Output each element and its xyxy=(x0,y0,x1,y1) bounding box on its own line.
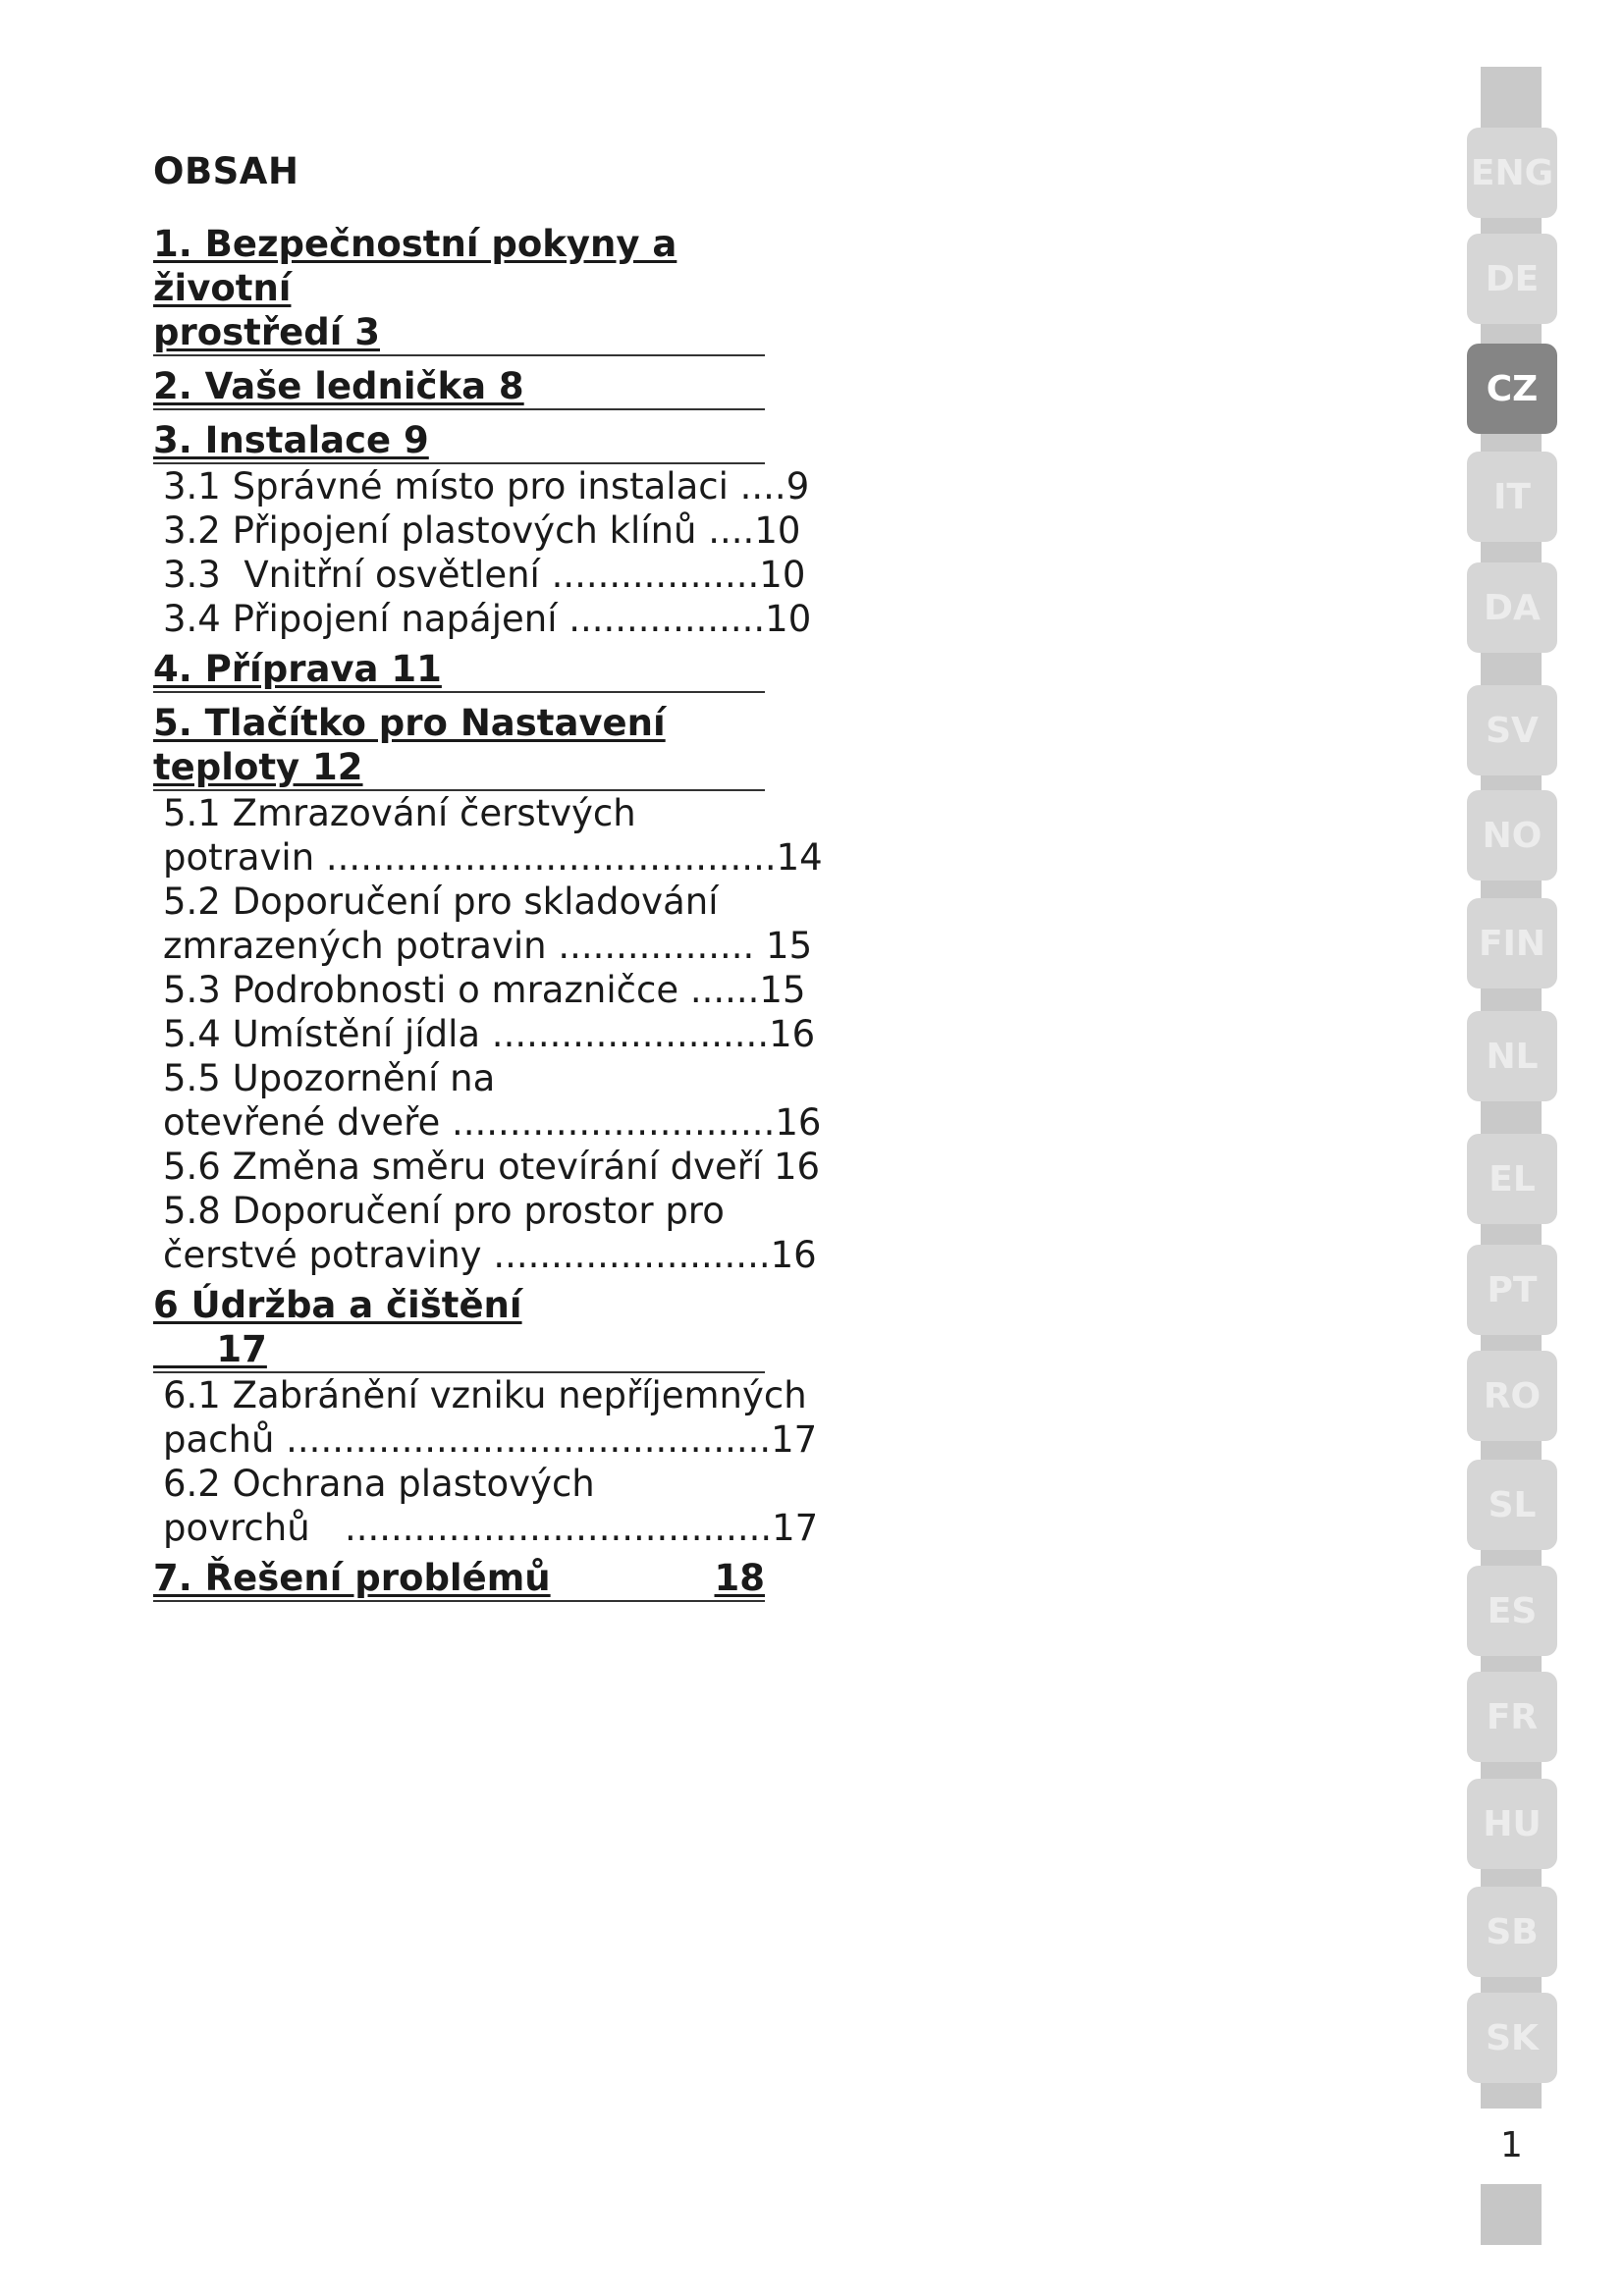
tab-it[interactable]: IT xyxy=(1467,452,1557,542)
table-of-contents xyxy=(153,150,823,1610)
toc-title: OBSAH xyxy=(153,150,299,192)
toc-subentry[interactable]: čerstvé potraviny ........................16 xyxy=(163,1233,817,1276)
toc-subentry[interactable]: 5.1 Zmrazování čerstvých xyxy=(163,791,636,834)
toc-heading-line: 2. Vaše lednička 8 xyxy=(153,364,524,407)
toc-subentry[interactable]: zmrazených potravin ................. 15 xyxy=(163,924,813,967)
toc-subentry[interactable]: potravin .......................................14 xyxy=(163,835,823,879)
toc-subentry[interactable]: povrchů .....................................17 xyxy=(163,1506,819,1549)
toc-heading-label: 7. Řešení problémů xyxy=(153,1556,551,1599)
language-tabs xyxy=(1467,0,1565,2296)
toc-heading-3[interactable] xyxy=(153,418,765,464)
toc-heading-line: prostředí 3 xyxy=(153,310,380,353)
toc-heading-line: 4. Příprava 11 xyxy=(153,647,442,690)
toc-subentry[interactable]: 5.8 Doporučení pro prostor pro xyxy=(163,1189,725,1232)
toc-subentry[interactable]: 6.2 Ochrana plastových xyxy=(163,1462,595,1505)
tab-sb[interactable]: SB xyxy=(1467,1887,1557,1977)
toc-subentry[interactable]: otevřené dveře ............................16 xyxy=(163,1100,822,1144)
tab-fr[interactable]: FR xyxy=(1467,1672,1557,1762)
tab-fin[interactable]: FIN xyxy=(1467,898,1557,988)
toc-heading-page: 18 xyxy=(714,1556,765,1599)
toc-heading-line: 5. Tlačítko pro Nastavení xyxy=(153,701,666,744)
toc-subentry[interactable]: 3.2 Připojení plastových klínů ....10 xyxy=(163,508,801,552)
toc-subentry[interactable]: 3.4 Připojení napájení .................10 xyxy=(163,597,812,640)
toc-subentry[interactable]: 5.4 Umístění jídla ........................16 xyxy=(163,1012,816,1055)
tab-no[interactable]: NO xyxy=(1467,790,1557,881)
toc-subentry[interactable]: 3.3 Vnitřní osvětlení ..................10 xyxy=(163,553,806,596)
toc-subentry[interactable]: pachů ..........................................17 xyxy=(163,1417,818,1461)
toc-subentry[interactable]: 5.2 Doporučení pro skladování xyxy=(163,880,719,923)
toc-heading-1[interactable] xyxy=(153,222,765,356)
toc-heading-5[interactable] xyxy=(153,701,765,791)
tab-cz[interactable]: CZ xyxy=(1467,344,1557,434)
toc-heading-line: 6 Údržba a čištění xyxy=(153,1283,522,1326)
toc-subentry[interactable]: 5.3 Podrobnosti o mrazničce ......15 xyxy=(163,968,806,1011)
toc-subentry[interactable]: 5.5 Upozornění na xyxy=(163,1056,496,1099)
tab-sk[interactable]: SK xyxy=(1467,1993,1557,2083)
tab-pt[interactable]: PT xyxy=(1467,1245,1557,1335)
toc-heading-line: 3. Instalace 9 xyxy=(153,418,429,461)
toc-heading-line: teploty 12 xyxy=(153,745,363,788)
tab-da[interactable]: DA xyxy=(1467,562,1557,653)
tab-nl[interactable]: NL xyxy=(1467,1011,1557,1101)
toc-subentry[interactable]: 5.6 Změna směru otevírání dveří 16 xyxy=(163,1145,821,1188)
toc-heading-line: 1. Bezpečnostní pokyny a životní xyxy=(153,222,677,309)
tab-eng[interactable]: ENG xyxy=(1467,128,1557,218)
toc-heading-6[interactable] xyxy=(153,1283,765,1373)
tab-sl[interactable]: SL xyxy=(1467,1460,1557,1550)
toc-heading-7[interactable] xyxy=(153,1556,765,1602)
footer-block xyxy=(1481,2184,1542,2245)
tab-de[interactable]: DE xyxy=(1467,234,1557,324)
toc-heading-4[interactable] xyxy=(153,647,765,693)
page-number: 1 xyxy=(1500,2125,1523,2165)
tab-es[interactable]: ES xyxy=(1467,1566,1557,1656)
toc-subentry[interactable]: 6.1 Zabránění vzniku nepříjemných xyxy=(163,1373,807,1416)
toc-heading-line: 17 xyxy=(153,1327,267,1370)
tab-sv[interactable]: SV xyxy=(1467,685,1557,775)
tab-el[interactable]: EL xyxy=(1467,1134,1557,1224)
toc-heading-2[interactable] xyxy=(153,364,765,410)
tab-hu[interactable]: HU xyxy=(1467,1779,1557,1869)
toc-subentry[interactable]: 3.1 Správné místo pro instalaci ....9 xyxy=(163,464,810,507)
tab-ro[interactable]: RO xyxy=(1467,1351,1557,1441)
